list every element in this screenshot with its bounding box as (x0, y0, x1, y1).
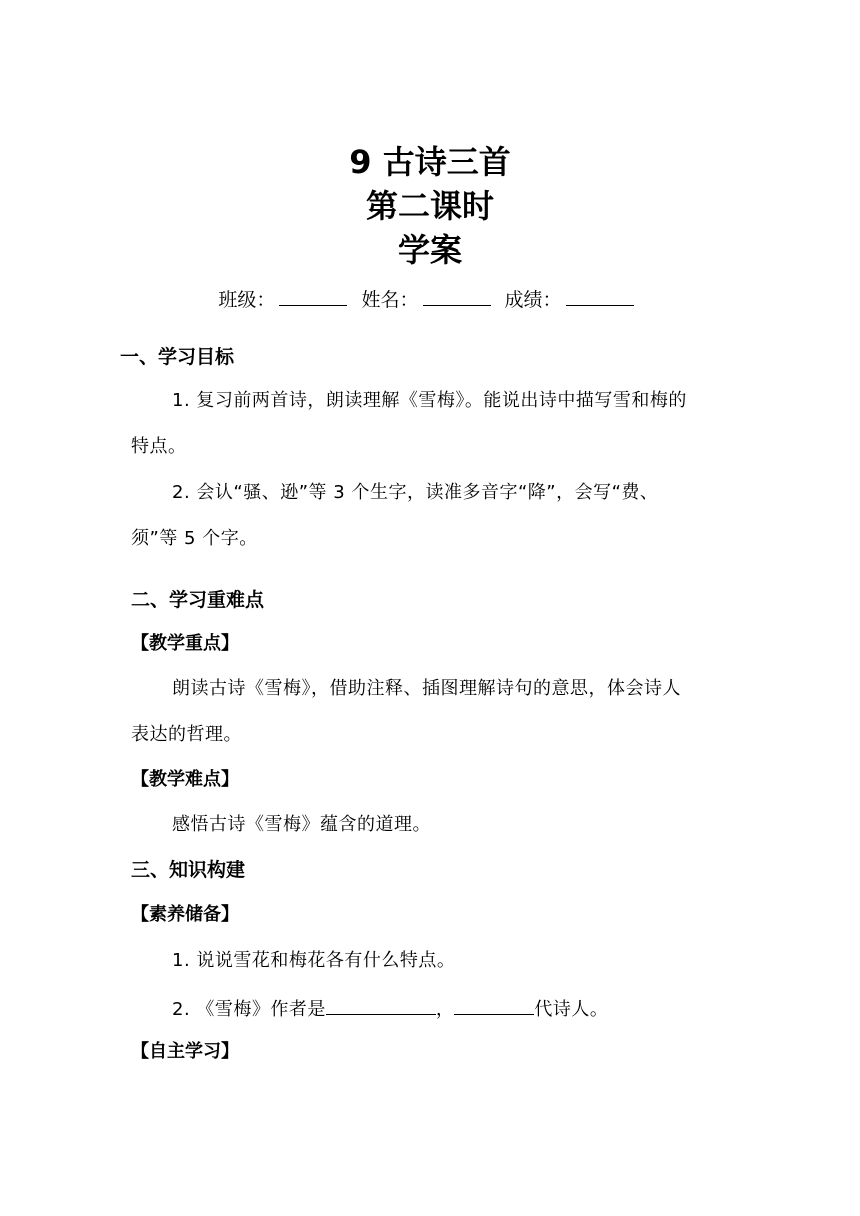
dynasty-answer-blank[interactable] (454, 997, 534, 1015)
teaching-key-line-1: 朗读古诗《雪梅》，借助注释、插图理解诗句的意思，体会诗人 (172, 678, 681, 699)
section-knowledge-building-heading: 三、知识构建 (131, 859, 246, 881)
name-field[interactable] (423, 287, 491, 306)
goal-1-line-2: 特点。 (131, 436, 187, 457)
reserve-question-2-prefix: 2. 《雪梅》作者是 (172, 999, 326, 1020)
reserve-question-1: 1. 说说雪花和梅花各有什么特点。 (172, 950, 456, 971)
class-field[interactable] (279, 287, 347, 306)
self-study-label: 【自主学习】 (131, 1041, 239, 1062)
goal-2-line-2: 须”等 5 个字。 (131, 528, 258, 549)
teaching-key-line-2: 表达的哲理。 (131, 724, 242, 745)
goal-1-line-1: 1. 复习前两首诗，朗读理解《雪梅》。能说出诗中描写雪和梅的 (172, 390, 687, 411)
reserve-question-2-suffix: 代诗人。 (534, 999, 609, 1020)
section-learning-goals-heading: 一、学习目标 (120, 346, 235, 368)
teaching-difficulty-label: 【教学难点】 (131, 769, 239, 790)
lesson-subtitle: 第二课时 (365, 187, 494, 225)
literacy-reserve-label: 【素养储备】 (131, 904, 239, 925)
reserve-question-2-comma: ， (435, 999, 455, 1020)
goal-2-line-1: 2. 会认“骚、逊”等 3 个生字，读准多音字“降”，会写“费、 (172, 482, 659, 503)
section-key-points-heading: 二、学习重难点 (131, 589, 265, 611)
score-field[interactable] (566, 287, 634, 306)
teaching-difficulty-text: 感悟古诗《雪梅》蕴含的道理。 (172, 814, 431, 835)
score-label: 成绩： (504, 289, 562, 311)
class-label: 班级： (218, 289, 276, 311)
doc-type-heading: 学案 (397, 231, 462, 269)
name-label: 姓名： (361, 289, 419, 311)
document-title: 9 古诗三首 (349, 143, 511, 181)
reserve-question-2 (172, 997, 608, 1019)
student-info-row (0, 287, 860, 310)
author-answer-blank[interactable] (326, 997, 436, 1015)
teaching-key-label: 【教学重点】 (131, 633, 239, 654)
